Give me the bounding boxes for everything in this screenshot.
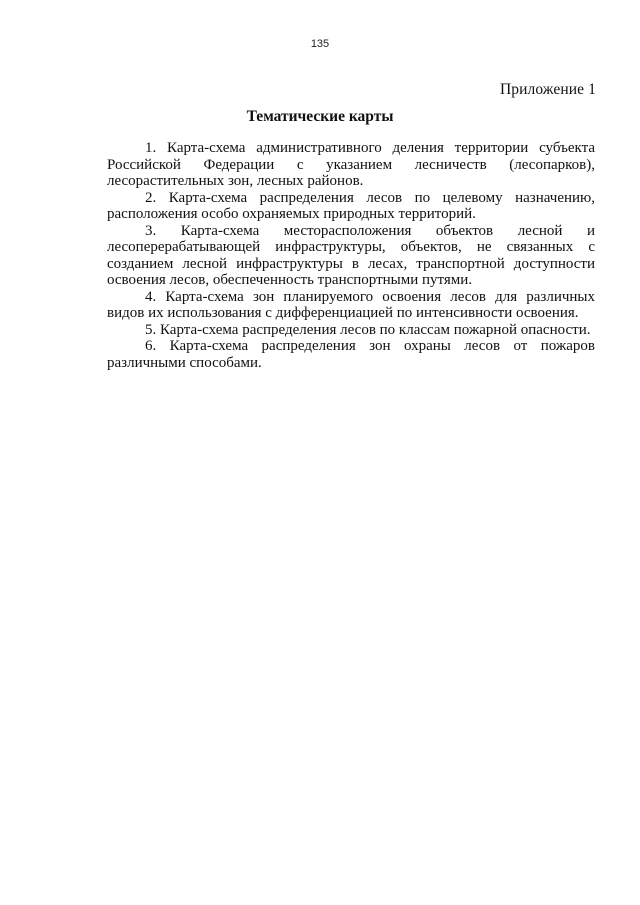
thematic-maps-list [107,140,595,371]
list-item: 1. Карта-схема административного деления территории субъекта Российской Федерации с указанием лесничеств (лесопарков), лесорастительных зон, лесных районов. [107,140,595,189]
page-number: 135 [310,38,330,50]
list-item: 2. Карта-схема распределения лесов по целевому назначению, расположения особо охраняемых природных территорий. [107,189,595,222]
list-item: 3. Карта-схема месторасположения объектов лесной и лесоперерабатывающей инфраструктуры, объектов, не связанных с созданием лесной инфраструктуры в лесах, транспортной доступности освоения лесов, обеспеченность транспортными путями. [107,222,595,288]
list-item: 6. Карта-схема распределения зон охраны лесов от пожаров различными способами. [107,338,595,371]
list-item: 5. Карта-схема распределения лесов по классам пожарной опасности. [145,321,591,338]
list-item: 4. Карта-схема зон планируемого освоения лесов для различных видов их использования с дифференциацией по интенсивности освоения. [107,288,595,321]
page-title: Тематические карты [246,108,394,125]
appendix-label: Приложение 1 [499,81,596,98]
